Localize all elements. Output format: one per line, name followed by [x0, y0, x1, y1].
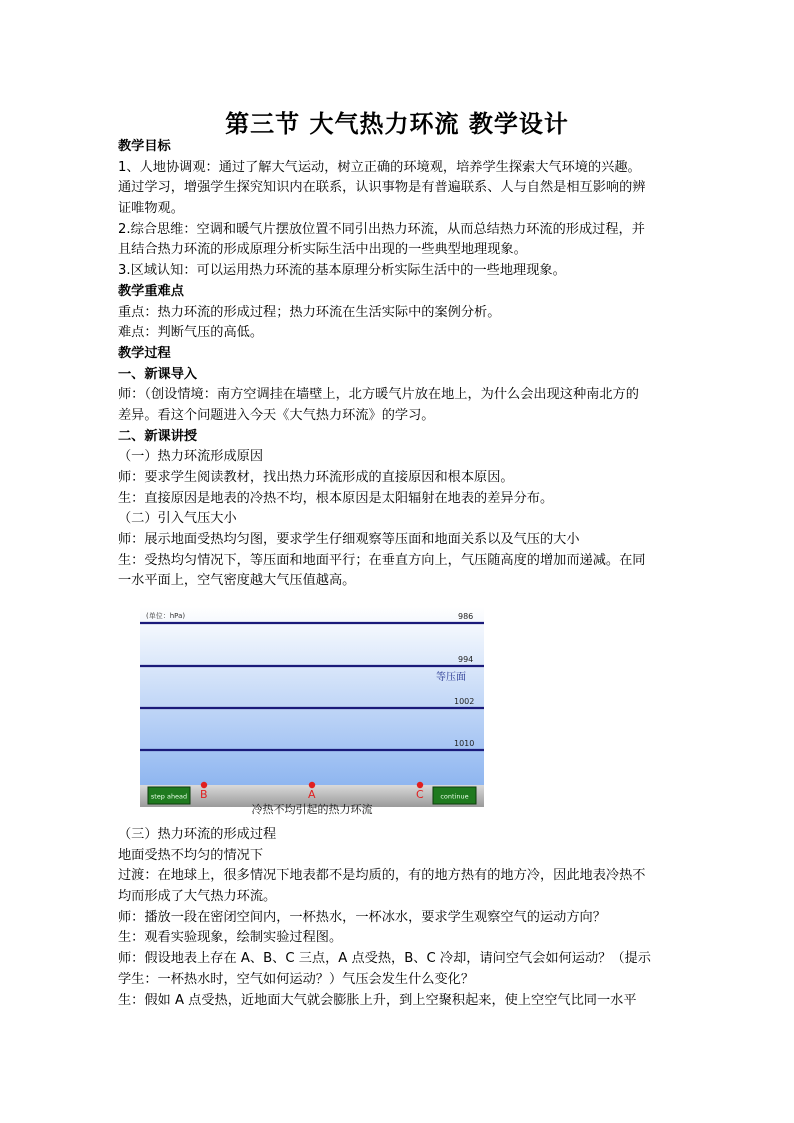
text-line: 1、人地协调观：通过了解大气运动，树立正确的环境观，培养学生探索大气环境的兴趣。 [118, 159, 641, 175]
text-line: 重点：热力环流的形成过程；热力环流在生活实际中的案例分析。 [118, 304, 501, 320]
text-line: 通过学习，增强学生探究知识内在联系，认识事物是有普遍联系、人与自然是相互影响的辨 [118, 180, 646, 196]
text-line: 3.区域认知：可以运用热力环流的基本原理分析实际生活中的一些地理现象。 [118, 263, 566, 279]
text-line: 均而形成了大气热力环流。 [118, 889, 277, 905]
text-line: 差异。看这个问题进入今天《大气热力环流》的学习。 [118, 407, 435, 423]
sky-area [140, 607, 484, 785]
step-ahead-label: step ahead [150, 792, 188, 801]
body-text-bottom [118, 825, 683, 1011]
text-line: 生：假如 A 点受热，近地面大气就会膨胀上升，到上空聚积起来，使上空空气比同一水平 [118, 992, 637, 1008]
isobar-value-1002: 1002 [454, 697, 475, 706]
isobar-value-986: 986 [458, 612, 474, 621]
section-heading: 教学重难点 [118, 283, 184, 299]
text-line: 生：直接原因是地表的冷热不均，根本原因是太阳辐射在地表的差异分布。 [118, 490, 554, 506]
text-line: 一水平面上，空气密度越大气压值越高。 [118, 573, 356, 589]
unit-label: (单位：hPa) [146, 612, 186, 620]
text-line: 生：受热均匀情况下，等压面和地面平行；在垂直方向上，气压随高度的增加而递减。在同 [118, 552, 646, 568]
text-line: 学生：一杯热水时，空气如何运动？）气压会发生什么变化？ [118, 971, 475, 987]
text-line: 生：观看实验现象，绘制实验过程图。 [118, 930, 343, 946]
text-line: （二）引入气压大小 [118, 511, 237, 527]
text-line: 难点：判断气压的高低。 [118, 325, 264, 341]
section-heading: 一、新课导入 [118, 366, 198, 382]
isobar-figure [140, 607, 484, 823]
continue-button[interactable] [433, 787, 476, 804]
point-c-label: C [416, 788, 424, 801]
section-heading: 教学目标 [118, 139, 171, 154]
text-line: 师：播放一段在密闭空间内，一杯热水，一杯冰水，要求学生观察空气的运动方向？ [118, 909, 606, 925]
text-line: （三）热力环流的形成过程 [118, 827, 277, 842]
text-line: 证唯物观。 [118, 201, 184, 217]
document-title: 第三节 大气热力环流 教学设计 [225, 110, 569, 138]
isobar-value-1010: 1010 [454, 739, 475, 748]
text-line: 地面受热不均匀的情况下 [118, 847, 264, 863]
text-line: （一）热力环流形成原因 [118, 449, 264, 465]
figure-caption: 冷热不均引起的热力环流 [251, 803, 373, 816]
text-line: 且结合热力环流的形成原理分析实际生活中出现的一些典型地理现象。 [118, 242, 527, 258]
isobar-value-994: 994 [458, 655, 474, 664]
point-a-label: A [308, 788, 316, 801]
step-ahead-button[interactable] [148, 787, 190, 804]
point-b-label: B [200, 788, 208, 801]
isobar-diagram [140, 607, 484, 823]
text-line: 2.综合思维：空调和暖气片摆放位置不同引出热力环流，从而总结热力环流的形成过程，并 [118, 221, 645, 237]
body-text-top [118, 137, 683, 592]
text-line: 师：（创设情境：南方空调挂在墙壁上，北方暖气片放在地上，为什么会出现这种南北方的 [118, 387, 639, 403]
isobar-label: 等压面 [436, 672, 466, 683]
text-line: 师：假设地表上存在 A、B、C 三点，A 点受热，B、C 冷却，请问空气会如何运动？（提示 [118, 951, 651, 967]
section-heading: 二、新课讲授 [118, 428, 198, 444]
text-line: 过渡：在地球上，很多情况下地表都不是均质的，有的地方热有的地方冷，因此地表冷热不 [118, 868, 646, 884]
section-heading: 教学过程 [118, 345, 171, 361]
text-line: 师：展示地面受热均匀图，要求学生仔细观察等压面和地面关系以及气压的大小 [118, 532, 580, 548]
continue-label: continue [440, 792, 469, 801]
text-line: 师：要求学生阅读教材，找出热力环流形成的直接原因和根本原因。 [118, 470, 514, 485]
